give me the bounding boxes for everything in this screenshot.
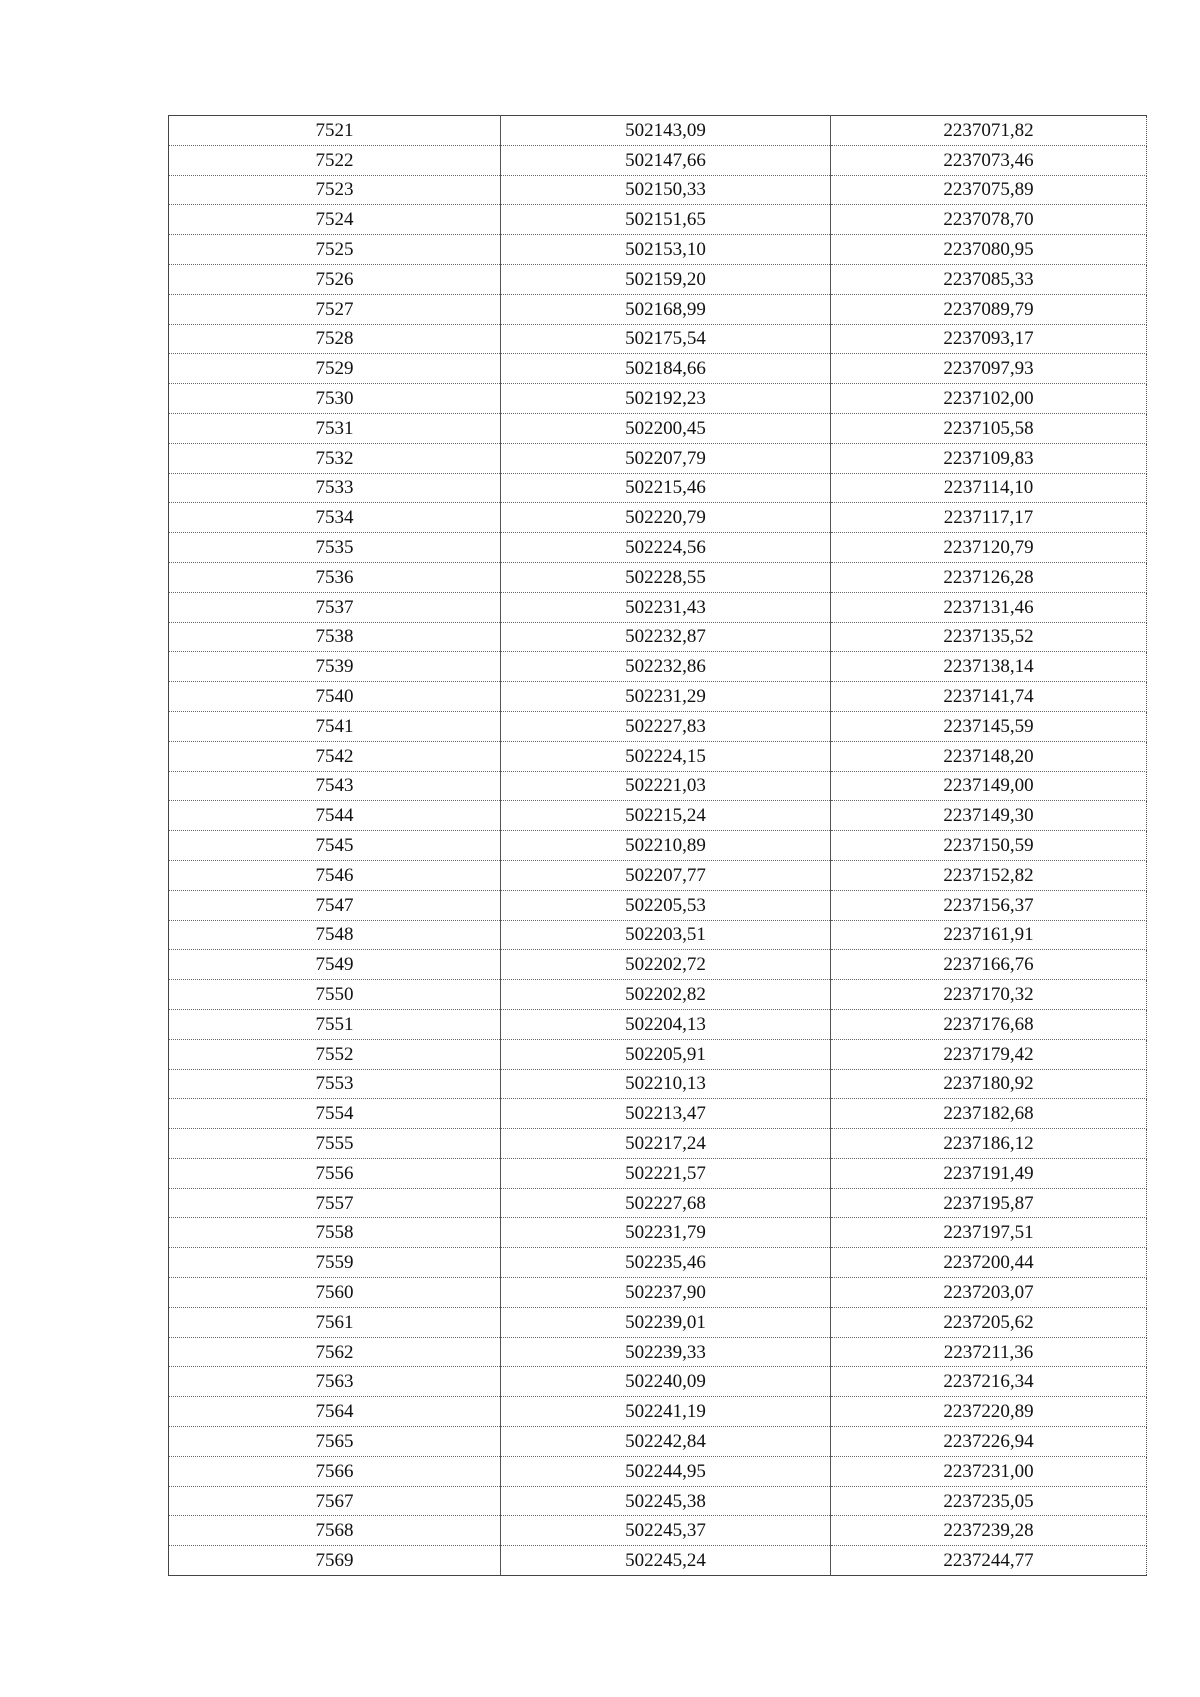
point-number-cell: 7563 (169, 1367, 501, 1397)
y-coordinate-cell: 2237114,10 (831, 473, 1147, 503)
x-coordinate-cell: 502203,51 (501, 920, 831, 950)
x-coordinate-cell: 502245,38 (501, 1486, 831, 1516)
point-number-cell: 7565 (169, 1427, 501, 1457)
y-coordinate-cell: 2237102,00 (831, 384, 1147, 414)
table-row (169, 980, 1147, 1010)
point-number-cell: 7546 (169, 860, 501, 890)
y-coordinate-cell: 2237085,33 (831, 264, 1147, 294)
y-coordinate-cell: 2237071,82 (831, 116, 1147, 146)
x-coordinate-cell: 502232,87 (501, 622, 831, 652)
y-coordinate-cell: 2237166,76 (831, 950, 1147, 980)
point-number-cell: 7566 (169, 1456, 501, 1486)
x-coordinate-cell: 502200,45 (501, 413, 831, 443)
x-coordinate-cell: 502207,77 (501, 860, 831, 890)
y-coordinate-cell: 2237135,52 (831, 622, 1147, 652)
table-row (169, 1248, 1147, 1278)
x-coordinate-cell: 502205,53 (501, 890, 831, 920)
point-number-cell: 7527 (169, 294, 501, 324)
point-number-cell: 7553 (169, 1069, 501, 1099)
table-row (169, 1069, 1147, 1099)
point-number-cell: 7564 (169, 1397, 501, 1427)
y-coordinate-cell: 2237203,07 (831, 1278, 1147, 1308)
y-coordinate-cell: 2237156,37 (831, 890, 1147, 920)
table-row (169, 1397, 1147, 1427)
y-coordinate-cell: 2237170,32 (831, 980, 1147, 1010)
y-coordinate-cell: 2237200,44 (831, 1248, 1147, 1278)
point-number-cell: 7530 (169, 384, 501, 414)
x-coordinate-cell: 502221,03 (501, 771, 831, 801)
x-coordinate-cell: 502231,43 (501, 592, 831, 622)
y-coordinate-cell: 2237141,74 (831, 682, 1147, 712)
table-row (169, 682, 1147, 712)
x-coordinate-cell: 502228,55 (501, 562, 831, 592)
point-number-cell: 7537 (169, 592, 501, 622)
point-number-cell: 7526 (169, 264, 501, 294)
y-coordinate-cell: 2237078,70 (831, 205, 1147, 235)
x-coordinate-cell: 502227,68 (501, 1188, 831, 1218)
point-number-cell: 7528 (169, 324, 501, 354)
y-coordinate-cell: 2237244,77 (831, 1546, 1147, 1576)
x-coordinate-cell: 502210,13 (501, 1069, 831, 1099)
table-row (169, 1456, 1147, 1486)
y-coordinate-cell: 2237176,68 (831, 1009, 1147, 1039)
point-number-cell: 7532 (169, 443, 501, 473)
table-row (169, 503, 1147, 533)
x-coordinate-cell: 502239,01 (501, 1307, 831, 1337)
table-row (169, 1158, 1147, 1188)
table-row (169, 741, 1147, 771)
point-number-cell: 7534 (169, 503, 501, 533)
y-coordinate-cell: 2237117,17 (831, 503, 1147, 533)
x-coordinate-cell: 502221,57 (501, 1158, 831, 1188)
point-number-cell: 7529 (169, 354, 501, 384)
y-coordinate-cell: 2237150,59 (831, 831, 1147, 861)
y-coordinate-cell: 2237120,79 (831, 533, 1147, 563)
table-row (169, 920, 1147, 950)
point-number-cell: 7524 (169, 205, 501, 235)
y-coordinate-cell: 2237148,20 (831, 741, 1147, 771)
point-number-cell: 7522 (169, 145, 501, 175)
point-number-cell: 7539 (169, 652, 501, 682)
point-number-cell: 7525 (169, 235, 501, 265)
y-coordinate-cell: 2237197,51 (831, 1218, 1147, 1248)
x-coordinate-cell: 502231,29 (501, 682, 831, 712)
y-coordinate-cell: 2237149,00 (831, 771, 1147, 801)
x-coordinate-cell: 502241,19 (501, 1397, 831, 1427)
point-number-cell: 7540 (169, 682, 501, 712)
y-coordinate-cell: 2237186,12 (831, 1129, 1147, 1159)
table-row (169, 890, 1147, 920)
x-coordinate-cell: 502202,82 (501, 980, 831, 1010)
point-number-cell: 7545 (169, 831, 501, 861)
x-coordinate-cell: 502202,72 (501, 950, 831, 980)
x-coordinate-cell: 502184,66 (501, 354, 831, 384)
table-row (169, 562, 1147, 592)
x-coordinate-cell: 502168,99 (501, 294, 831, 324)
point-number-cell: 7548 (169, 920, 501, 950)
point-number-cell: 7536 (169, 562, 501, 592)
table-row (169, 771, 1147, 801)
x-coordinate-cell: 502159,20 (501, 264, 831, 294)
x-coordinate-cell: 502207,79 (501, 443, 831, 473)
point-number-cell: 7569 (169, 1546, 501, 1576)
x-coordinate-cell: 502205,91 (501, 1039, 831, 1069)
x-coordinate-cell: 502151,65 (501, 205, 831, 235)
table-row (169, 473, 1147, 503)
y-coordinate-cell: 2237080,95 (831, 235, 1147, 265)
x-coordinate-cell: 502242,84 (501, 1427, 831, 1457)
y-coordinate-cell: 2237231,00 (831, 1456, 1147, 1486)
x-coordinate-cell: 502240,09 (501, 1367, 831, 1397)
point-number-cell: 7554 (169, 1099, 501, 1129)
table-row (169, 711, 1147, 741)
point-number-cell: 7531 (169, 413, 501, 443)
table-row (169, 1129, 1147, 1159)
x-coordinate-cell: 502224,56 (501, 533, 831, 563)
table-row (169, 622, 1147, 652)
table-row (169, 175, 1147, 205)
table-row (169, 1486, 1147, 1516)
point-number-cell: 7567 (169, 1486, 501, 1516)
coordinates-table-body (169, 116, 1147, 1576)
table-row (169, 145, 1147, 175)
x-coordinate-cell: 502175,54 (501, 324, 831, 354)
point-number-cell: 7562 (169, 1337, 501, 1367)
x-coordinate-cell: 502147,66 (501, 145, 831, 175)
table-row (169, 1546, 1147, 1576)
point-number-cell: 7559 (169, 1248, 501, 1278)
x-coordinate-cell: 502245,24 (501, 1546, 831, 1576)
x-coordinate-cell: 502215,46 (501, 473, 831, 503)
y-coordinate-cell: 2237075,89 (831, 175, 1147, 205)
point-number-cell: 7552 (169, 1039, 501, 1069)
y-coordinate-cell: 2237145,59 (831, 711, 1147, 741)
table-row (169, 533, 1147, 563)
point-number-cell: 7541 (169, 711, 501, 741)
y-coordinate-cell: 2237195,87 (831, 1188, 1147, 1218)
table-row (169, 1367, 1147, 1397)
point-number-cell: 7558 (169, 1218, 501, 1248)
table-row (169, 1278, 1147, 1308)
point-number-cell: 7555 (169, 1129, 501, 1159)
x-coordinate-cell: 502220,79 (501, 503, 831, 533)
point-number-cell: 7533 (169, 473, 501, 503)
y-coordinate-cell: 2237109,83 (831, 443, 1147, 473)
y-coordinate-cell: 2237126,28 (831, 562, 1147, 592)
table-row (169, 1218, 1147, 1248)
point-number-cell: 7547 (169, 890, 501, 920)
x-coordinate-cell: 502204,13 (501, 1009, 831, 1039)
y-coordinate-cell: 2237161,91 (831, 920, 1147, 950)
table-row (169, 443, 1147, 473)
y-coordinate-cell: 2237073,46 (831, 145, 1147, 175)
table-row (169, 592, 1147, 622)
table-row (169, 801, 1147, 831)
point-number-cell: 7523 (169, 175, 501, 205)
point-number-cell: 7550 (169, 980, 501, 1010)
point-number-cell: 7535 (169, 533, 501, 563)
x-coordinate-cell: 502224,15 (501, 741, 831, 771)
table-row (169, 205, 1147, 235)
point-number-cell: 7551 (169, 1009, 501, 1039)
x-coordinate-cell: 502232,86 (501, 652, 831, 682)
y-coordinate-cell: 2237239,28 (831, 1516, 1147, 1546)
point-number-cell: 7542 (169, 741, 501, 771)
x-coordinate-cell: 502227,83 (501, 711, 831, 741)
y-coordinate-cell: 2237089,79 (831, 294, 1147, 324)
x-coordinate-cell: 502150,33 (501, 175, 831, 205)
y-coordinate-cell: 2237235,05 (831, 1486, 1147, 1516)
y-coordinate-cell: 2237182,68 (831, 1099, 1147, 1129)
table-row (169, 860, 1147, 890)
y-coordinate-cell: 2237105,58 (831, 413, 1147, 443)
x-coordinate-cell: 502231,79 (501, 1218, 831, 1248)
table-row (169, 264, 1147, 294)
y-coordinate-cell: 2237220,89 (831, 1397, 1147, 1427)
y-coordinate-cell: 2237205,62 (831, 1307, 1147, 1337)
coordinates-table (168, 115, 1147, 1576)
x-coordinate-cell: 502153,10 (501, 235, 831, 265)
table-row (169, 1337, 1147, 1367)
point-number-cell: 7561 (169, 1307, 501, 1337)
x-coordinate-cell: 502210,89 (501, 831, 831, 861)
y-coordinate-cell: 2237179,42 (831, 1039, 1147, 1069)
point-number-cell: 7538 (169, 622, 501, 652)
y-coordinate-cell: 2237191,49 (831, 1158, 1147, 1188)
table-row (169, 652, 1147, 682)
x-coordinate-cell: 502213,47 (501, 1099, 831, 1129)
point-number-cell: 7556 (169, 1158, 501, 1188)
table-row (169, 384, 1147, 414)
table-row (169, 1039, 1147, 1069)
point-number-cell: 7560 (169, 1278, 501, 1308)
point-number-cell: 7544 (169, 801, 501, 831)
y-coordinate-cell: 2237097,93 (831, 354, 1147, 384)
table-row (169, 1188, 1147, 1218)
table-row (169, 294, 1147, 324)
table-row (169, 413, 1147, 443)
table-row (169, 950, 1147, 980)
y-coordinate-cell: 2237211,36 (831, 1337, 1147, 1367)
point-number-cell: 7557 (169, 1188, 501, 1218)
table-row (169, 235, 1147, 265)
table-row (169, 116, 1147, 146)
x-coordinate-cell: 502239,33 (501, 1337, 831, 1367)
y-coordinate-cell: 2237226,94 (831, 1427, 1147, 1457)
y-coordinate-cell: 2237138,14 (831, 652, 1147, 682)
x-coordinate-cell: 502217,24 (501, 1129, 831, 1159)
x-coordinate-cell: 502237,90 (501, 1278, 831, 1308)
y-coordinate-cell: 2237149,30 (831, 801, 1147, 831)
table-row (169, 354, 1147, 384)
x-coordinate-cell: 502245,37 (501, 1516, 831, 1546)
x-coordinate-cell: 502143,09 (501, 116, 831, 146)
table-row (169, 1099, 1147, 1129)
y-coordinate-cell: 2237152,82 (831, 860, 1147, 890)
y-coordinate-cell: 2237216,34 (831, 1367, 1147, 1397)
point-number-cell: 7568 (169, 1516, 501, 1546)
table-row (169, 831, 1147, 861)
table-row (169, 1009, 1147, 1039)
x-coordinate-cell: 502235,46 (501, 1248, 831, 1278)
x-coordinate-cell: 502192,23 (501, 384, 831, 414)
y-coordinate-cell: 2237093,17 (831, 324, 1147, 354)
y-coordinate-cell: 2237180,92 (831, 1069, 1147, 1099)
x-coordinate-cell: 502215,24 (501, 801, 831, 831)
point-number-cell: 7549 (169, 950, 501, 980)
point-number-cell: 7543 (169, 771, 501, 801)
table-row (169, 1516, 1147, 1546)
x-coordinate-cell: 502244,95 (501, 1456, 831, 1486)
table-row (169, 1427, 1147, 1457)
point-number-cell: 7521 (169, 116, 501, 146)
y-coordinate-cell: 2237131,46 (831, 592, 1147, 622)
table-row (169, 1307, 1147, 1337)
table-row (169, 324, 1147, 354)
